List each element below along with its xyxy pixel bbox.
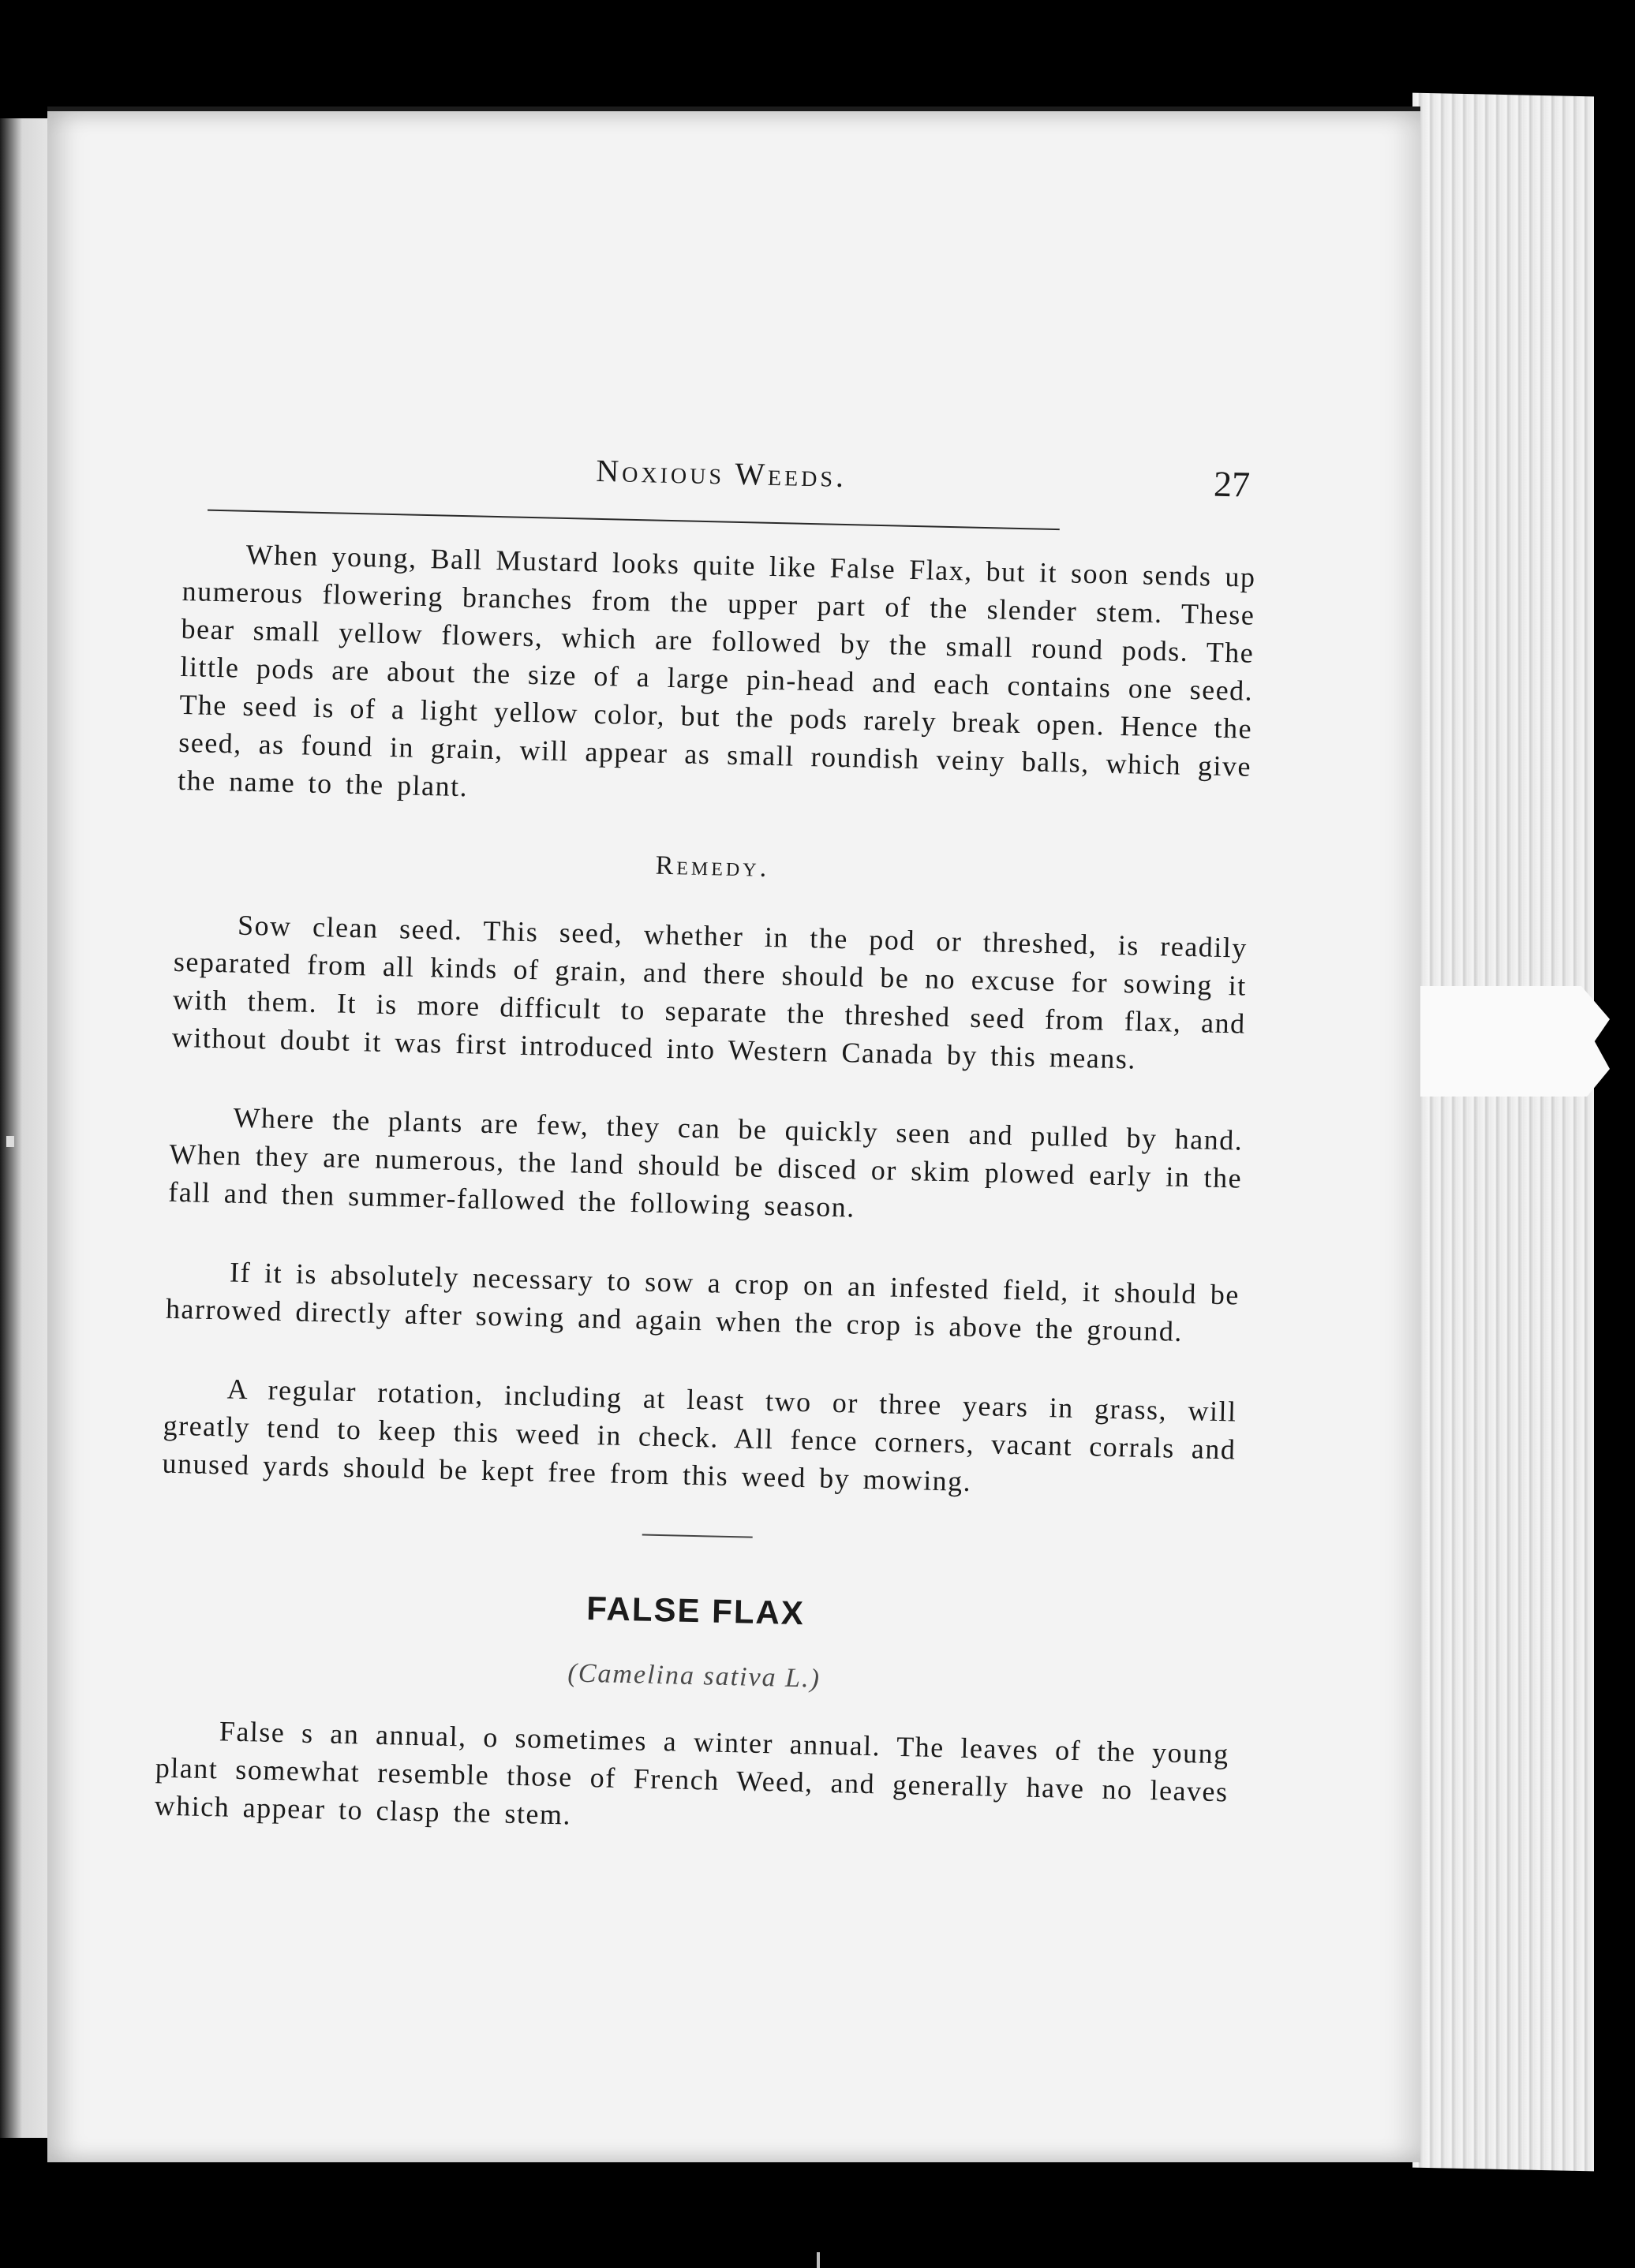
page-number: 27	[1213, 463, 1251, 505]
page-stack-edges	[1412, 93, 1594, 2172]
scan-artifact	[817, 2252, 820, 2268]
book-page	[47, 106, 1420, 2162]
false-flax-paragraph: False s an annual, o sometimes a winter annual. The leaves of the young plant somewhat resemble those of French Weed, and generally have no leaves which appear to clasp the stem.	[154, 1715, 1230, 1831]
ball-mustard-paragraph: When young, Ball Mustard looks quite like False Flax, but it soon sends up numerous flowering branches from the upper part of the slender stem. These bear small yellow flowers, which are followed by the small round pods. The little pods are about the size of a large pin-head and each contains one seed. The seed is of a light yellow color, but the pods rarely break open. Hence the seed, as found in grain, will appear as small roundish veiny balls, which give the name to the plant.	[177, 538, 1256, 803]
running-title: Noxious Weeds.	[595, 452, 847, 495]
remedy-paragraph-4: A regular rotation, including at least two or three years in grass, will greatly tend to keep this weed in check. All fence corners, vacant corrals and unused yards should be kept free from this weed by mowing.	[162, 1373, 1237, 1497]
page-content	[153, 443, 1259, 1889]
botanical-name: (Camelina sativa L.)	[567, 1658, 821, 1694]
running-head	[184, 443, 1258, 530]
page-tab-notch	[1420, 986, 1610, 1097]
remedy-paragraph-1: Sow clean seed. This seed, whether in the pod or threshed, is readily separated from all kinds of grain, and there should be no excuse for sowing it with them. It is more difficult to separate the threshed seed from flax, and without doubt it was first introduced into Western Canada by this means.	[171, 909, 1248, 1075]
false-flax-title: FALSE FLAX	[586, 1589, 806, 1632]
remedy-heading: Remedy.	[655, 850, 770, 883]
section-divider	[642, 1534, 753, 1538]
margin-mark	[6, 1136, 14, 1147]
remedy-paragraph-2: Where the plants are few, they can be quickly seen and pulled by hand. When they are numerous, the land should be disced or skim plowed early in the fall and then summer-fallowed the following season.	[167, 1101, 1244, 1224]
remedy-paragraph-3: If it is absolutely necessary to sow a crop on an infested field, it should be harrowed directly after sowing and again when the crop is above the ground.	[165, 1256, 1240, 1347]
